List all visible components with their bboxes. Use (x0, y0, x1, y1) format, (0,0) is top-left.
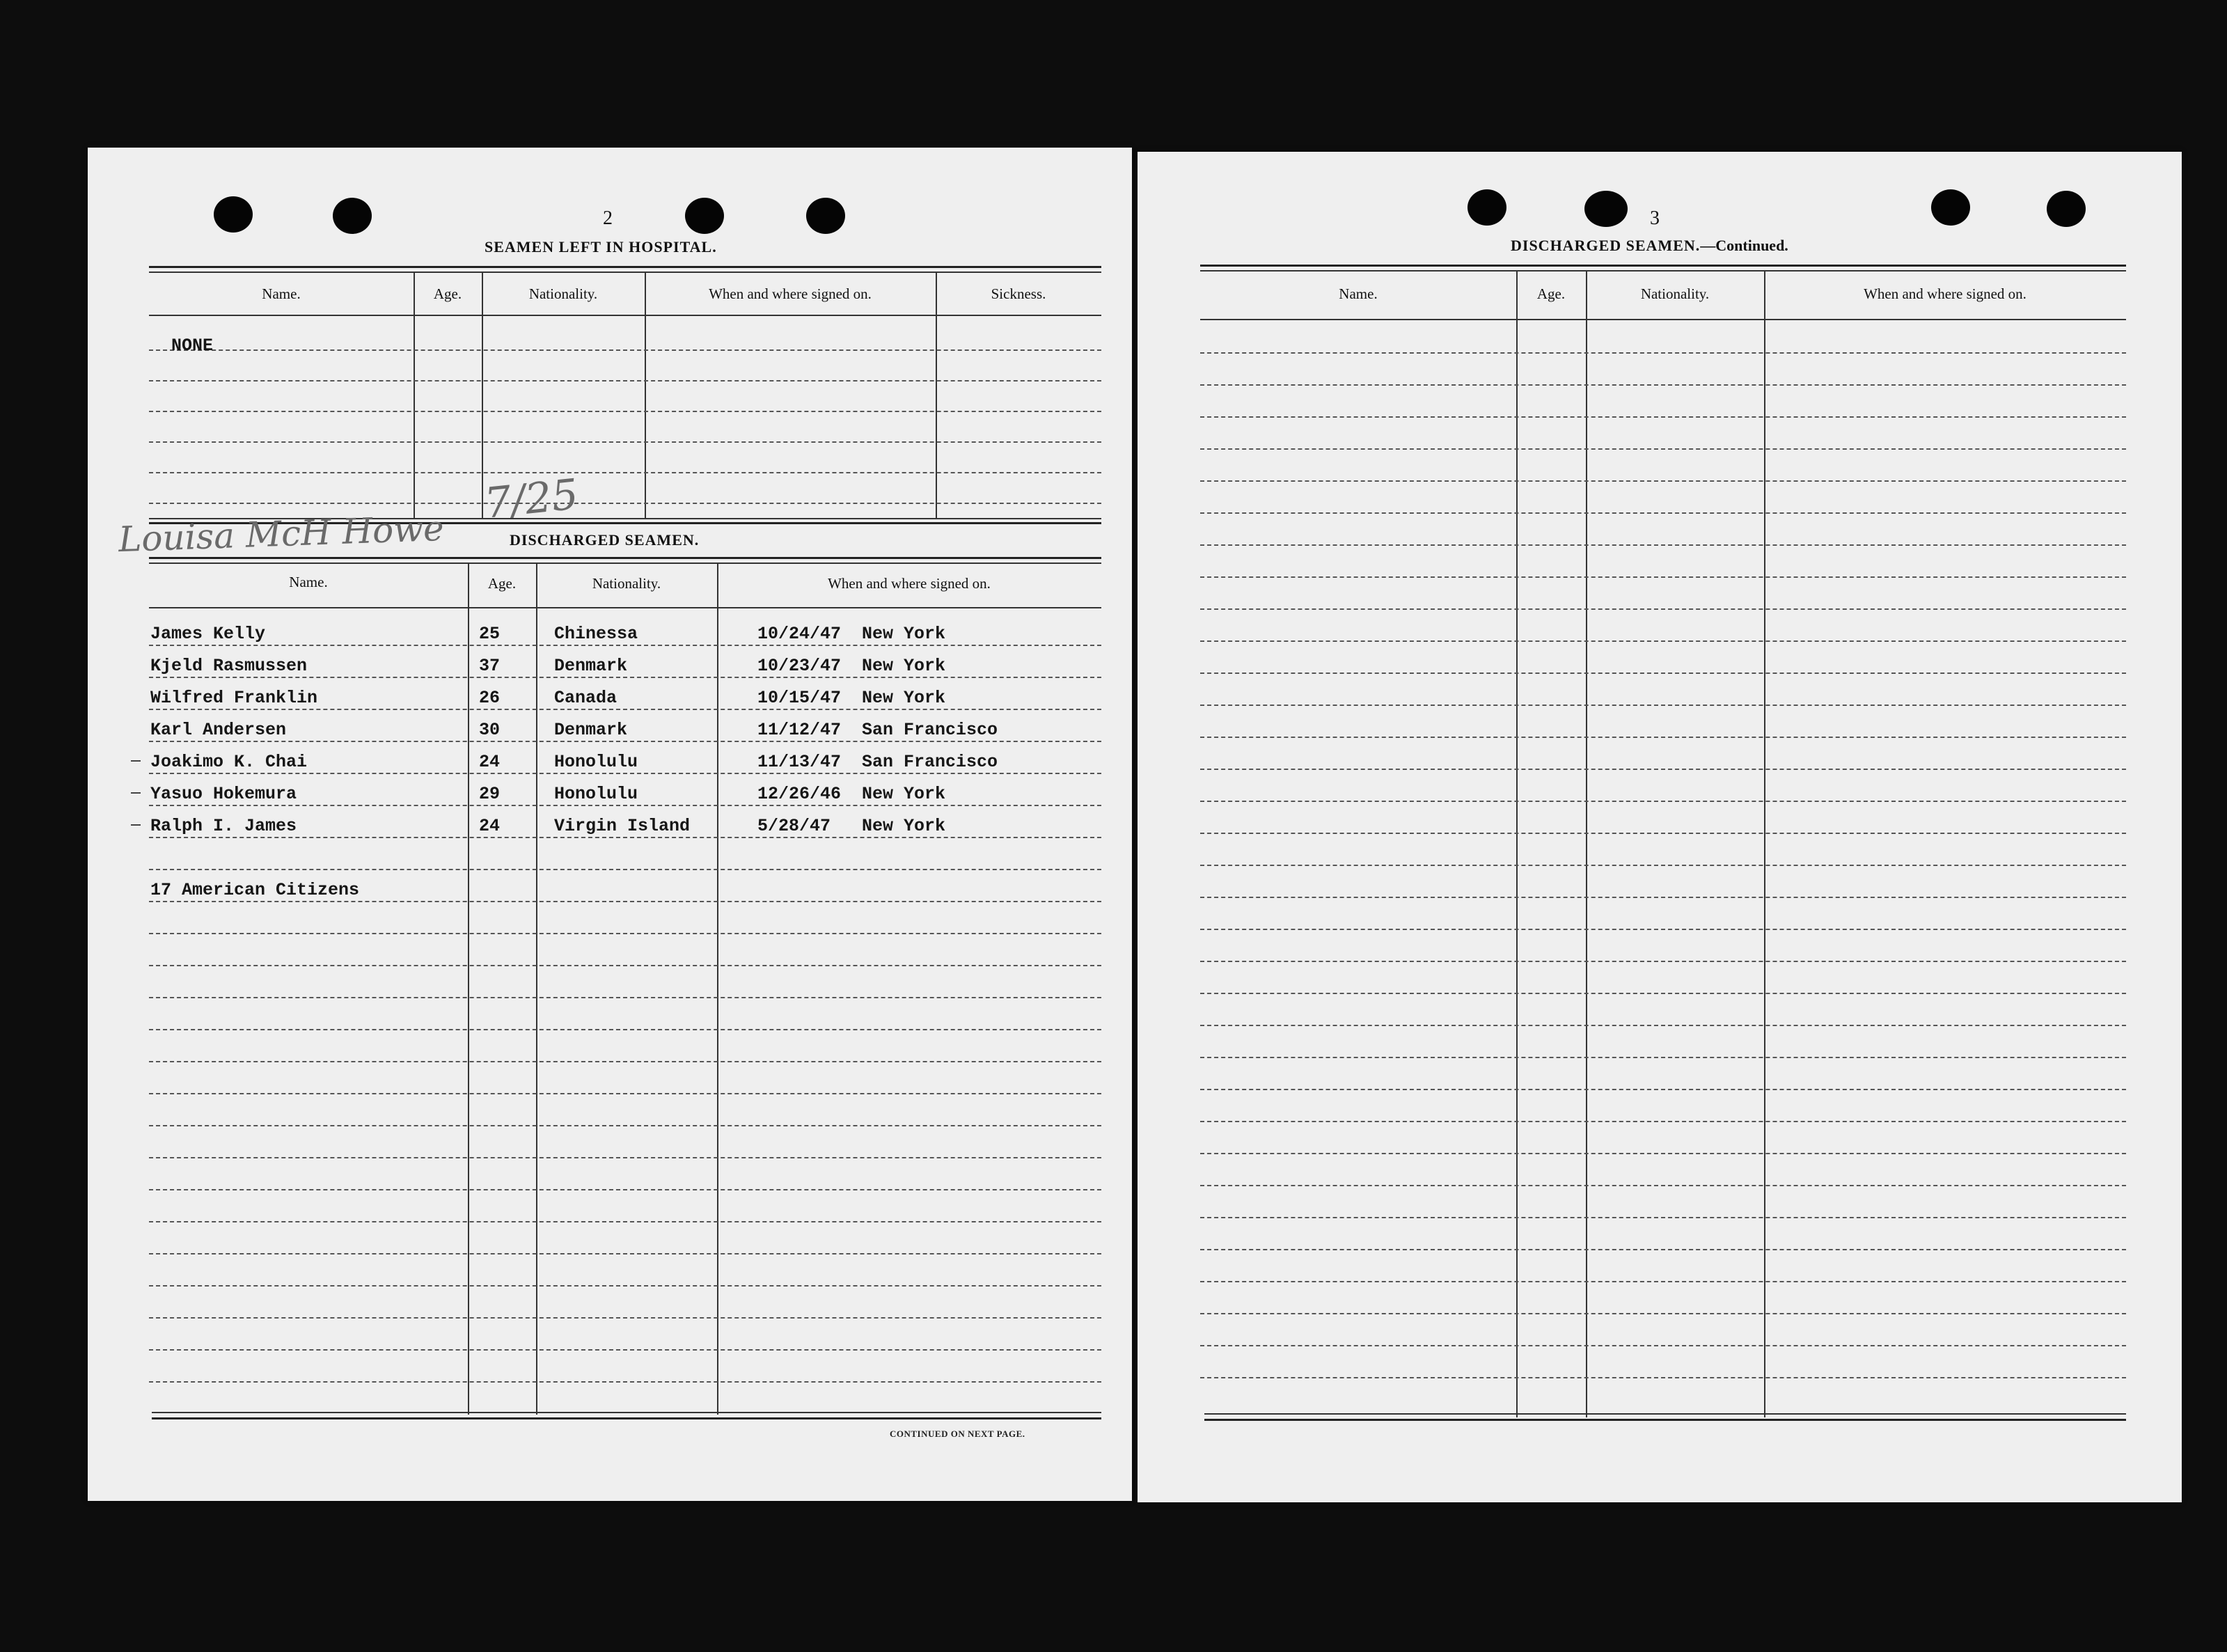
row-age: 29 (479, 784, 501, 804)
row-age: 37 (479, 656, 501, 676)
ruled-line (1200, 1345, 2126, 1346)
column-divider (1586, 272, 1587, 1417)
ruled-line (149, 645, 1101, 646)
ruled-line (1200, 897, 2126, 898)
column-header-signed-on: When and where signed on. (709, 285, 872, 302)
ruled-line (149, 349, 1101, 351)
row-place: San Francisco (862, 720, 998, 740)
column-divider (468, 564, 469, 1415)
page-number: 2 (603, 207, 613, 229)
ruled-line (1200, 1153, 2126, 1154)
ruled-line (1200, 640, 2126, 642)
ruled-line (1200, 769, 2126, 770)
ruled-line (149, 709, 1101, 710)
ruled-line (1200, 448, 2126, 450)
ruled-line (1200, 1217, 2126, 1218)
discharged-section-title: DISCHARGED SEAMEN. (510, 531, 700, 549)
ruled-line (149, 773, 1101, 774)
punch-hole (333, 198, 372, 234)
row-age: 26 (479, 688, 501, 708)
row-name: James Kelly (150, 624, 266, 644)
ruled-line (149, 1253, 1101, 1254)
ruled-line (149, 1189, 1101, 1190)
row-age: 24 (479, 752, 501, 772)
column-header-nationality: Nationality. (592, 575, 661, 592)
ruled-line (149, 1317, 1101, 1319)
row-name: Yasuo Hokemura (150, 784, 297, 804)
row-nationality: Canada (554, 688, 617, 708)
ruled-line (1200, 833, 2126, 834)
punch-hole (685, 198, 724, 234)
table-top-rule (149, 266, 1101, 268)
row-date: 11/13/47 (757, 752, 842, 772)
ruled-line (149, 503, 1101, 504)
ruled-line (149, 869, 1101, 870)
header-rule (1200, 319, 2126, 320)
row-place: New York (862, 624, 946, 644)
ruled-line (1200, 1089, 2126, 1090)
column-header-nationality: Nationality. (528, 285, 598, 302)
row-name: Wilfred Franklin (150, 688, 318, 708)
ruled-line (149, 965, 1101, 966)
table-bottom-rule (1204, 1413, 2126, 1415)
row-place: New York (862, 688, 946, 708)
row-name: Karl Andersen (150, 720, 287, 740)
ruled-line (1200, 737, 2126, 738)
ruled-line (149, 677, 1101, 678)
page-number: 3 (1650, 207, 1660, 229)
check-mark (131, 824, 141, 826)
ruled-line (1200, 512, 2126, 514)
ruled-line (1200, 1025, 2126, 1026)
ruled-line (149, 1125, 1101, 1126)
ruled-line (1200, 384, 2126, 386)
ruled-line (1200, 865, 2126, 866)
ruled-line (1200, 480, 2126, 482)
handwritten-margin-note: Louisa McH Howe (118, 508, 445, 560)
ruled-line (1200, 352, 2126, 354)
column-divider (645, 273, 646, 518)
hospital-section-title: SEAMEN LEFT IN HOSPITAL. (485, 238, 717, 255)
table-bottom-rule (152, 1417, 1101, 1419)
column-divider (414, 273, 415, 518)
ruled-line (1200, 672, 2126, 674)
ruled-line (1200, 576, 2126, 578)
row-age: 25 (479, 624, 501, 644)
ruled-line (1200, 1121, 2126, 1122)
column-header-age: Age. (433, 285, 462, 302)
table-top-rule (1200, 270, 2126, 272)
row-name: Kjeld Rasmussen (150, 656, 308, 676)
ruled-line (1200, 801, 2126, 802)
row-age: 24 (479, 816, 501, 836)
ruled-line (149, 837, 1101, 838)
table-top-rule (149, 563, 1101, 564)
row-nationality: Virgin Island (554, 816, 691, 836)
ruled-line (1200, 993, 2126, 994)
row-date: 11/12/47 (757, 720, 842, 740)
ruled-line (1200, 416, 2126, 418)
row-place: New York (862, 784, 946, 804)
column-divider (1516, 272, 1518, 1417)
punch-hole (1467, 189, 1506, 226)
row-nationality: Denmark (554, 656, 628, 676)
row-date: 12/26/46 (757, 784, 842, 804)
row-nationality: Denmark (554, 720, 628, 740)
column-header-signed-on: When and where signed on. (1864, 285, 2027, 302)
row-date: 10/24/47 (757, 624, 842, 644)
header-rule (149, 607, 1101, 608)
row-date: 10/23/47 (757, 656, 842, 676)
column-header-nationality: Nationality. (1640, 285, 1710, 302)
ruled-line (149, 1221, 1101, 1222)
section-title-suffix: —Continued. (1700, 237, 1788, 254)
punch-hole (806, 198, 845, 234)
continued-note: CONTINUED ON NEXT PAGE. (890, 1429, 1025, 1439)
left-page (88, 148, 1132, 1501)
table-bottom-rule (152, 1412, 1101, 1413)
column-header-age: Age. (487, 575, 517, 592)
ruled-line (149, 1061, 1101, 1062)
row-date: 5/28/47 (757, 816, 831, 836)
punch-hole (2047, 191, 2086, 227)
row-age: 30 (479, 720, 501, 740)
row-place: New York (862, 816, 946, 836)
ruled-line (149, 933, 1101, 934)
punch-hole (1931, 189, 1970, 226)
row-nationality: Chinessa (554, 624, 638, 644)
ruled-line (149, 805, 1101, 806)
ruled-line (149, 380, 1101, 381)
ruled-line (149, 1029, 1101, 1030)
check-mark (131, 760, 141, 762)
table-top-rule (149, 557, 1101, 559)
row-nationality: Honolulu (554, 752, 638, 772)
column-divider (536, 564, 537, 1415)
ruled-line (149, 1381, 1101, 1383)
punch-hole (214, 196, 253, 233)
column-header-sickness: Sickness. (991, 285, 1046, 302)
row-place: San Francisco (862, 752, 998, 772)
row-date: 10/15/47 (757, 688, 842, 708)
column-header-age: Age. (1536, 285, 1566, 302)
table-top-rule (149, 272, 1101, 273)
ruled-line (1200, 608, 2126, 610)
ruled-line (1200, 1281, 2126, 1282)
header-rule (149, 315, 1101, 316)
column-divider (936, 273, 937, 518)
section-title-text: DISCHARGED SEAMEN. (1511, 237, 1701, 254)
row-place: New York (862, 656, 946, 676)
right-page (1138, 152, 2182, 1502)
column-header-name: Name. (1339, 285, 1378, 302)
hospital-entry-name: NONE (171, 336, 214, 356)
row-name: Joakimo K. Chai (150, 752, 308, 772)
ruled-line (1200, 961, 2126, 962)
ruled-line (149, 901, 1101, 902)
ruled-line (1200, 1249, 2126, 1250)
column-header-name: Name. (262, 285, 301, 302)
summary-text: 17 American Citizens (150, 880, 360, 900)
ruled-line (149, 1157, 1101, 1158)
ruled-line (149, 411, 1101, 412)
column-divider (1764, 272, 1765, 1417)
table-top-rule (1200, 265, 2126, 267)
table-bottom-rule (1204, 1419, 2126, 1421)
ruled-line (1200, 1057, 2126, 1058)
punch-hole (1584, 191, 1628, 227)
ruled-line (149, 1093, 1101, 1094)
column-divider (717, 564, 718, 1415)
ruled-line (1200, 1377, 2126, 1378)
column-header-name: Name. (289, 574, 328, 590)
column-header-signed-on: When and where signed on. (828, 575, 991, 592)
ruled-line (1200, 1185, 2126, 1186)
ruled-line (1200, 705, 2126, 706)
ruled-line (1200, 544, 2126, 546)
ruled-line (1200, 1313, 2126, 1314)
ruled-line (149, 1349, 1101, 1351)
ruled-line (149, 472, 1101, 473)
ruled-line (149, 997, 1101, 998)
discharged-continued-title (1511, 237, 1788, 255)
ruled-line (149, 1285, 1101, 1287)
handwritten-mark: 7/25 (482, 470, 581, 528)
ruled-line (149, 441, 1101, 443)
check-mark (131, 792, 141, 794)
ruled-line (1200, 929, 2126, 930)
ruled-line (149, 741, 1101, 742)
row-name: Ralph I. James (150, 816, 297, 836)
row-nationality: Honolulu (554, 784, 638, 804)
